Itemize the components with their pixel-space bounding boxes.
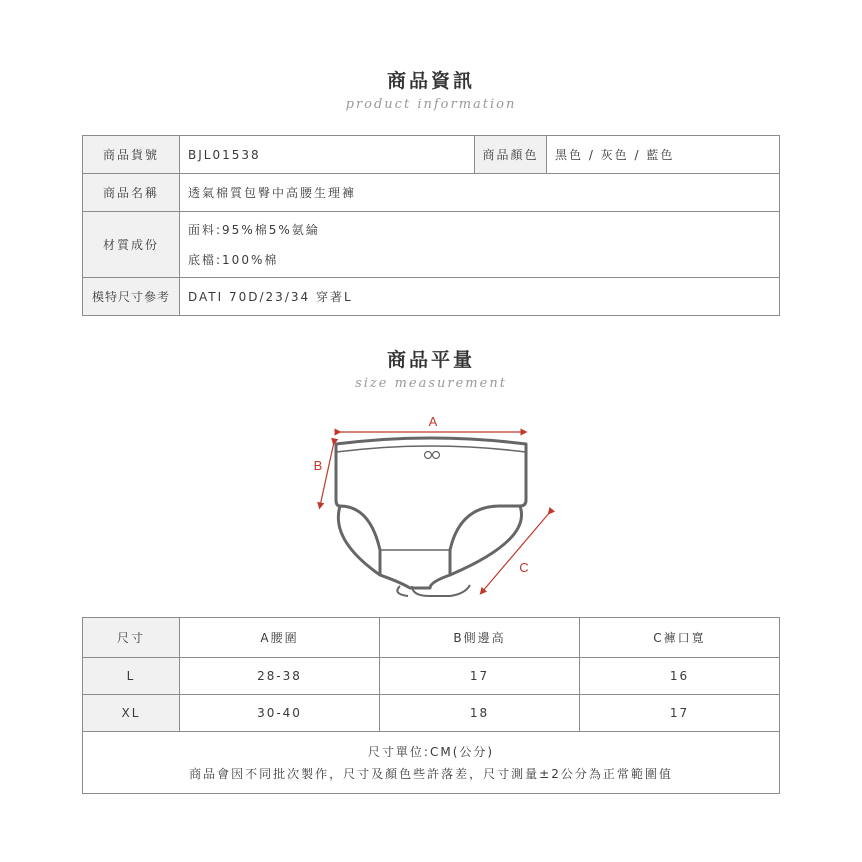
table-header-row [83,618,780,658]
product-no-value: BJL01538 [180,136,475,174]
material-value [180,212,780,278]
color-label: 商品顏色 [475,136,547,174]
model-value: DATI 70D/23/34 穿著L [180,278,780,316]
info-subtitle: product information [345,97,517,112]
size-heading [0,345,862,391]
size-title: 商品平量 [386,349,475,371]
arrow-b [320,442,334,506]
table-row [83,174,780,212]
row-size: XL [83,695,180,732]
header-a: A腰圍 [180,618,380,658]
label-b: B [313,458,323,473]
color-value: 黑色 / 灰色 / 藍色 [547,136,780,174]
model-label: 模特尺寸參考 [83,278,180,316]
material-label: 材質成份 [83,212,180,278]
row-a: 28-38 [180,658,380,695]
product-no-label: 商品貨號 [83,136,180,174]
label-a: A [428,414,438,429]
material-line-2: 底檔:100%棉 [188,252,279,267]
row-b: 17 [380,658,580,695]
header-b: B側邊高 [380,618,580,658]
note-line-2: 商品會因不同批次製作，尺寸及顏色些許落差，尺寸測量±2公分為正常範圍值 [189,766,673,781]
size-note [83,732,780,794]
table-row [83,658,780,695]
note-line-1: 尺寸單位:CM(公分) [367,744,495,759]
material-line-1: 面料:95%棉5%氨綸 [188,222,320,237]
row-size: L [83,658,180,695]
table-row [83,212,780,278]
info-heading [0,66,862,112]
bow-icon [425,452,440,459]
info-title: 商品資訊 [386,70,475,92]
name-value: 透氣棉質包臀中高腰生理褲 [180,174,780,212]
size-subtitle: size measurement [355,376,507,391]
table-row [83,136,780,174]
row-c: 17 [580,695,780,732]
product-info-table [82,135,780,316]
label-c: C [519,560,529,575]
row-c: 16 [580,658,780,695]
size-table [82,617,780,794]
header-size: 尺寸 [83,618,180,658]
garment-diagram [300,410,562,600]
row-b: 18 [380,695,580,732]
table-row [83,278,780,316]
header-c: C褲口寬 [580,618,780,658]
name-label: 商品名稱 [83,174,180,212]
table-note-row [83,732,780,794]
table-row [83,695,780,732]
row-a: 30-40 [180,695,380,732]
brief-outline [336,438,529,596]
